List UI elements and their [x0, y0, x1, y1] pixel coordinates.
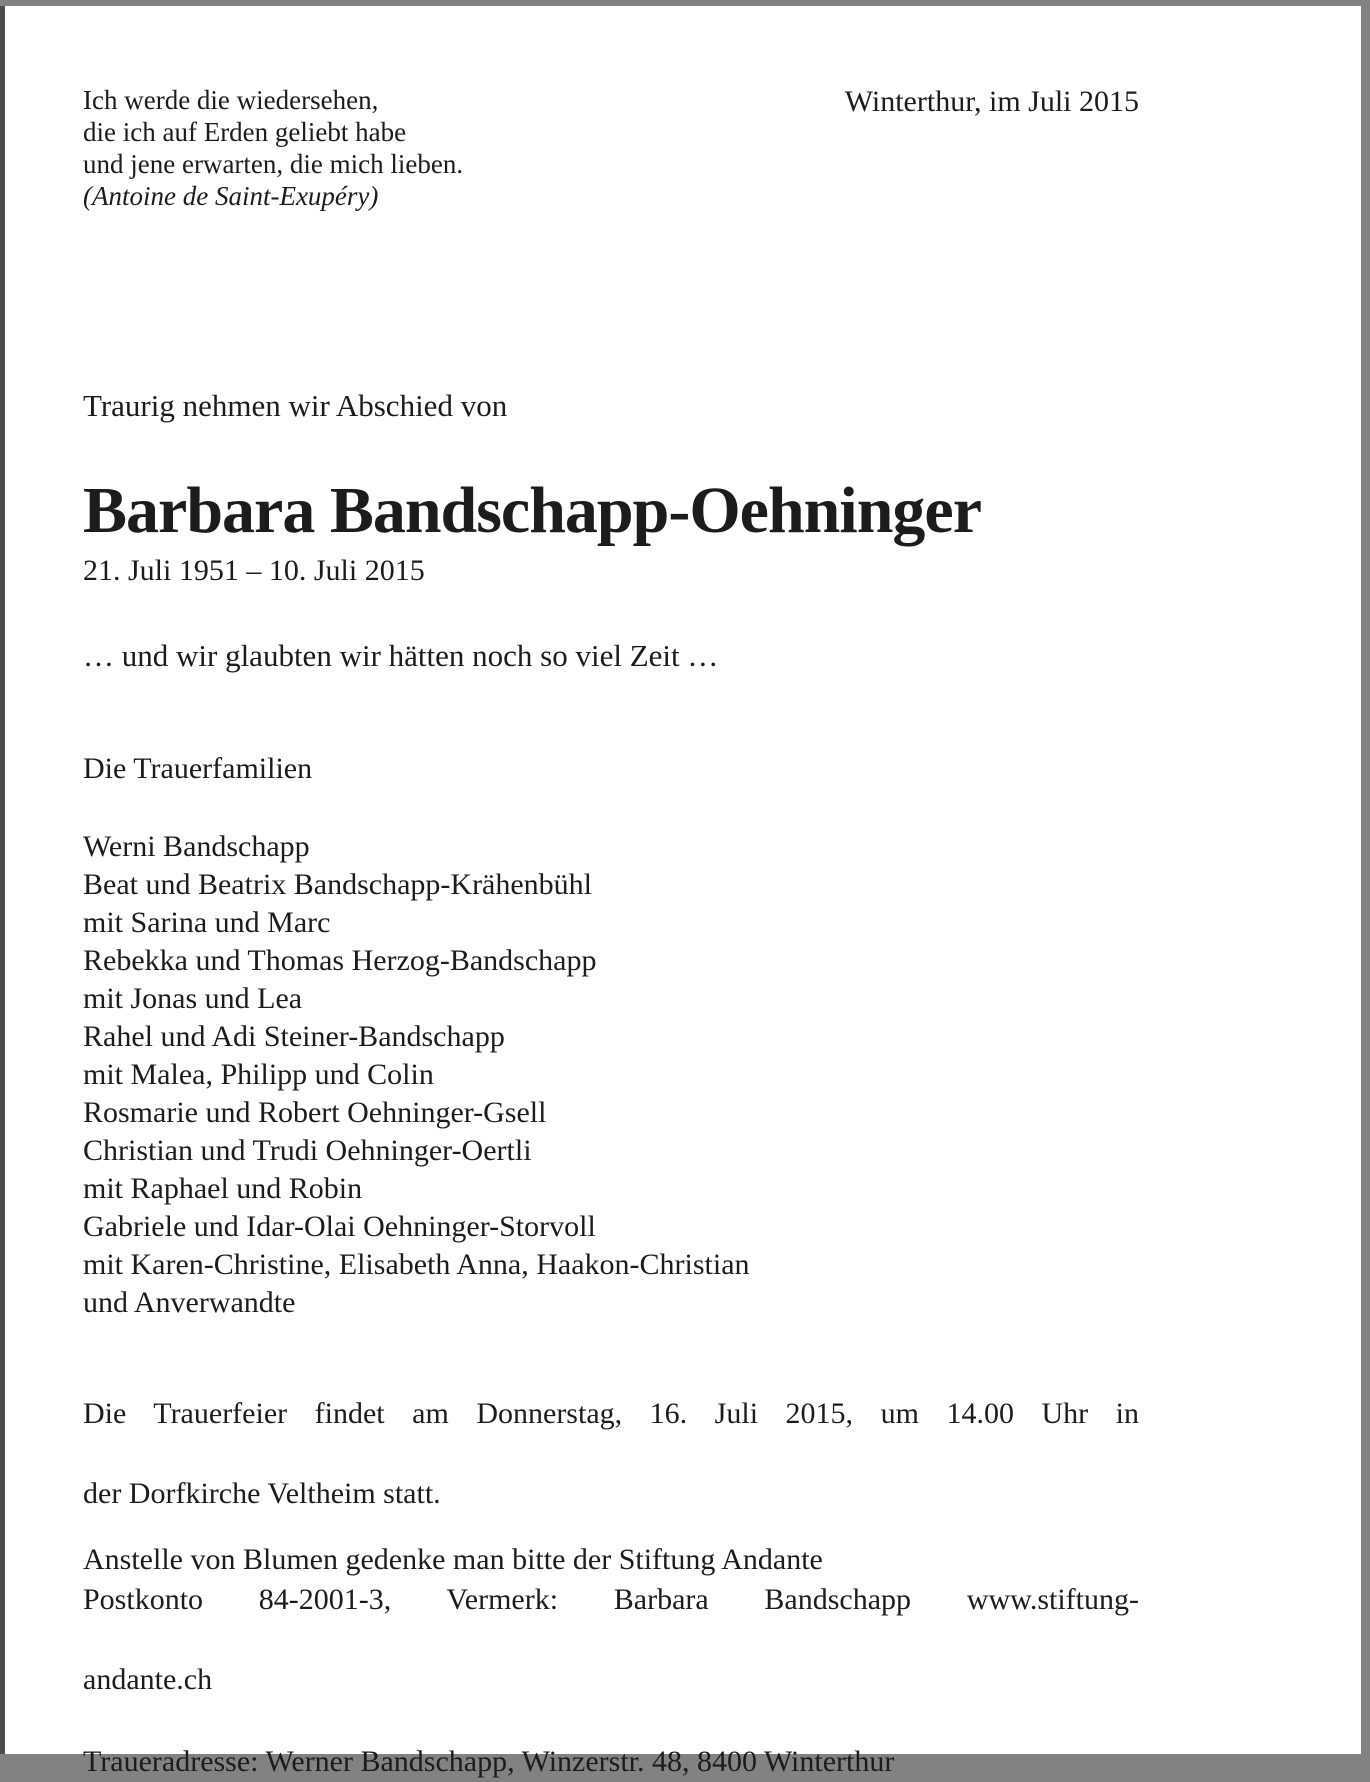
family-member-line: mit Raphael und Robin	[83, 1172, 363, 1205]
intro-line: Traurig nehmen wir Abschied von	[83, 388, 508, 423]
family-heading: Die Trauerfamilien	[83, 752, 313, 785]
epigraph-lines	[83, 84, 463, 180]
family-member-line: mit Sarina und Marc	[83, 906, 331, 939]
mourning-address: Traueradresse: Werner Bandschapp, Winzerstr. 48, 8400 Winterthur	[83, 1745, 895, 1778]
service-line: der Dorfkirche Veltheim statt.	[83, 1477, 441, 1510]
epigraph	[83, 84, 463, 212]
deceased-name: Barbara Bandschapp-Oehninger	[83, 474, 981, 547]
epigraph-attribution: (Antoine de Saint-Exupéry)	[83, 181, 379, 211]
family-member-line: Christian und Trudi Oehninger-Oertli	[83, 1134, 532, 1167]
family-member-line: mit Karen-Christine, Elisabeth Anna, Haakon-Christian	[83, 1248, 750, 1281]
epigraph-line: die ich auf Erden geliebt habe	[83, 117, 407, 147]
service-paragraph	[83, 1394, 1139, 1514]
family-list	[83, 828, 1139, 1322]
family-member-line: und Anverwandte	[83, 1286, 296, 1319]
family-member-line: Gabriele und Idar-Olai Oehninger-Storvoll	[83, 1210, 596, 1243]
donation-line: Postkonto 84-2001-3, Vermerk: Barbara Bandschapp www.stiftung-	[83, 1583, 1139, 1616]
obituary-page	[0, 6, 1361, 1778]
memorial-quote: … und wir glaubten wir hätten noch so viel Zeit …	[83, 638, 719, 673]
family-member-line: mit Jonas und Lea	[83, 982, 303, 1015]
donation-line: andante.ch	[83, 1663, 213, 1696]
service-line: Die Trauerfeier findet am Donnerstag, 16. Juli 2015, um 14.00 Uhr in	[83, 1397, 1139, 1430]
donation-paragraph	[83, 1540, 1139, 1700]
epigraph-line: Ich werde die wiedersehen,	[83, 85, 379, 115]
life-dates: 21. Juli 1951 – 10. Juli 2015	[83, 554, 425, 587]
epigraph-line: und jene erwarten, die mich lieben.	[83, 149, 464, 179]
page-header	[83, 84, 1139, 212]
family-member-line: mit Malea, Philipp und Colin	[83, 1058, 434, 1091]
family-member-line: Rebekka und Thomas Herzog-Bandschapp	[83, 944, 597, 977]
dateline: Winterthur, im Juli 2015	[844, 85, 1139, 118]
family-member-line: Rosmarie und Robert Oehninger-Gsell	[83, 1096, 547, 1129]
family-member-line: Werni Bandschapp	[83, 830, 310, 863]
donation-line: Anstelle von Blumen gedenke man bitte der Stiftung Andante	[83, 1543, 823, 1576]
family-member-line: Rahel und Adi Steiner-Bandschapp	[83, 1020, 505, 1053]
family-member-line: Beat und Beatrix Bandschapp-Krähenbühl	[83, 868, 593, 901]
